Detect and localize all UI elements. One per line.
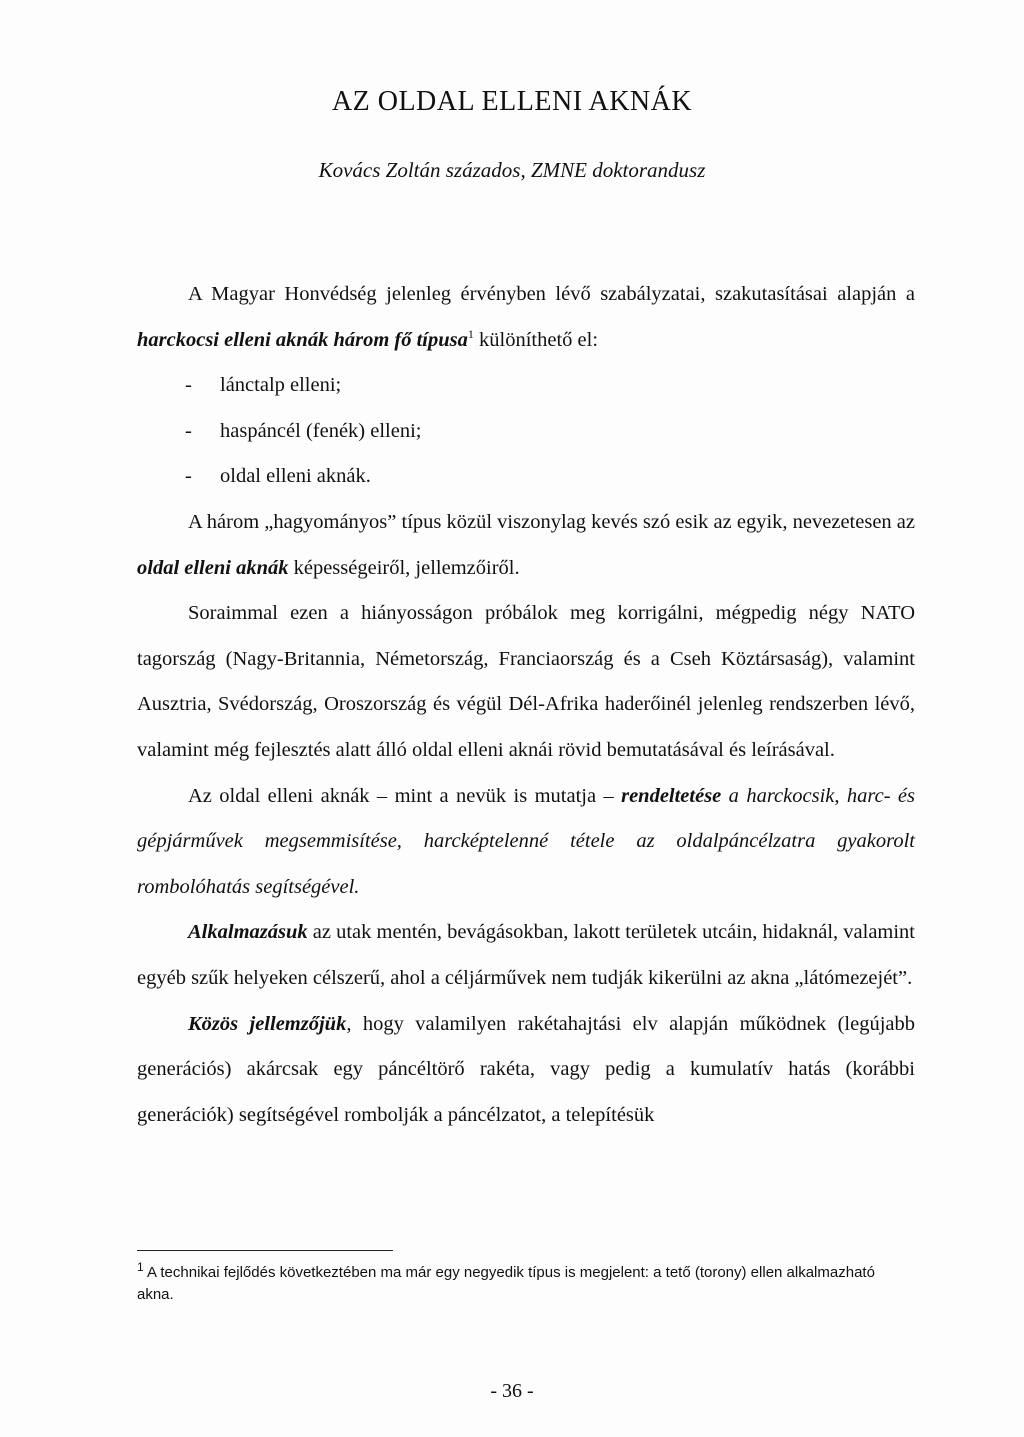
author-line: Kovács Zoltán százados, ZMNE doktorandusz [318,158,706,182]
paragraph-common-feature [137,1002,915,1139]
paragraph-emphasis: Alkalmazásuk [188,921,308,944]
document-title: AZ OLDAL ELLENI AKNÁK [331,86,693,117]
list-item [137,409,915,455]
paragraph-text: , hogy valamilyen rakétahajtási elv alapján működnek (legújabb generációs) akárcsak egy páncéltörő rakéta, vagy pedig a kumulatív hatás (korábbi generációk) segítségével rombolják a páncélzatot, a telepítésük [137,1012,915,1126]
list-item-text: oldal elleni aknák. [220,465,371,488]
footnote-ref[interactable]: 1 [467,326,474,341]
list-item [137,363,915,409]
mine-types-list [137,363,915,500]
footnote-number: 1 [137,1260,144,1274]
paragraph-traditional-types [137,500,915,591]
list-item-text: haspáncél (fenék) elleni; [220,419,422,442]
footnote [137,1262,915,1306]
list-dash: - [185,419,192,442]
paragraph-emphasis: Közös jellemzőjük [188,1012,347,1035]
paragraph-emphasis: oldal elleni aknák [137,556,289,579]
document-body [137,272,915,1138]
paragraph-emphasis: rendeltetése [621,784,722,807]
footnote-text: A technikai fejlődés következtében ma már egy negyedik típus is megjelent: a tető (torony) ellen alkalmazható akna. [137,1264,875,1303]
paragraph-text: az utak mentén, bevágásokban, lakott területek utcáin, hidaknál, valamint egyéb szűk helyeken célszerű, ahol a céljárművek nem tudják kikerülni az akna „látómezejét”. [137,921,916,989]
page-number: - 36 - [490,1380,534,1402]
list-dash: - [185,465,192,488]
paragraph-italic-text: a harckocsik, harc- és gépjárművek megsemmisítése, harcképtelenné tétele az oldalpáncélzatra gyakorolt rombolóhatás segítségével. [137,784,915,898]
intro-text: A Magyar Honvédség jelenleg érvényben lévő szabályzatai, szakutasításai alapján a [188,283,915,305]
intro-text-end: különíthető el: [473,328,599,351]
list-item-text: lánctalp elleni; [220,374,342,397]
list-dash: - [185,374,192,397]
paragraph-text-end: képességeiről, jellemzőiről. [288,556,520,579]
list-item [137,454,915,500]
paragraph-purpose [137,774,915,911]
paragraph-text: A három „hagyományos” típus közül viszonylag kevés szó esik az egyik, nevezetesen az [188,510,915,533]
paragraph-scope: Soraimmal ezen a hiányosságon próbálok meg korrigálni, mégpedig négy NATO tagország (Nagy-Britannia, Németország, Franciaország és a Cseh Köztársaság), valamint Ausztria, Svédország, Oroszország és végül Dél-Afrika haderőinél jelenleg rendszerben lévő, valamint még fejlesztés alatt álló oldal elleni aknái rövid bemutatásával és leírásával. [137,602,915,761]
paragraph-text: Az oldal elleni aknák – mint a nevük is mutatja – [188,784,622,807]
intro-emphasis: harckocsi elleni aknák három fő típusa [137,328,468,351]
intro-paragraph [137,272,915,363]
paragraph-application [137,910,915,1001]
footnote-divider [137,1250,393,1251]
